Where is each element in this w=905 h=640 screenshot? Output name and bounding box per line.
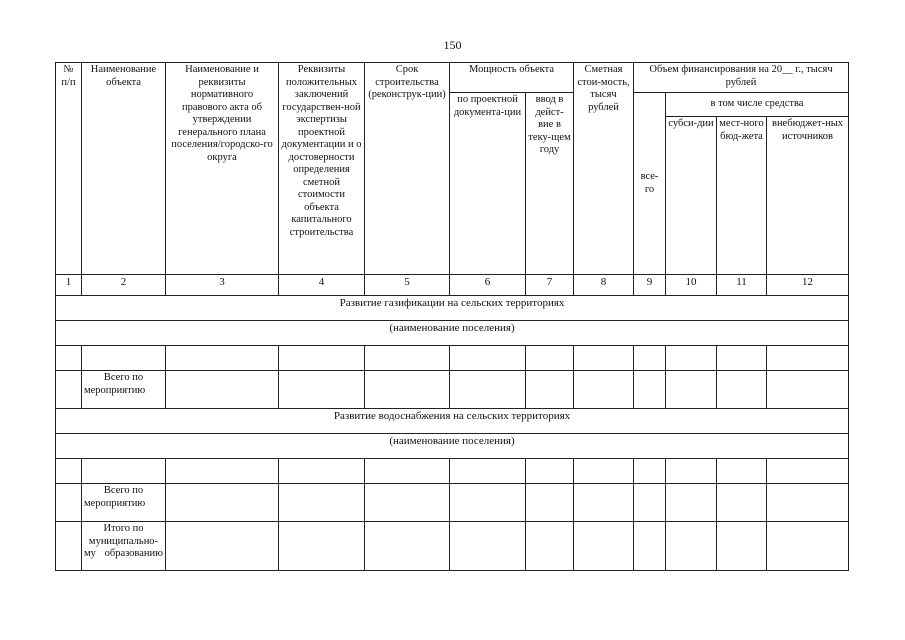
empty-cell (666, 346, 717, 371)
header-expertise: Реквизиты положительных заключений государствен-ной экспертизы проектной документации и о достоверности определения сметной стоимости объекта капитального строительства (279, 63, 365, 275)
column-number: 12 (767, 275, 849, 296)
empty-cell (574, 346, 634, 371)
table-row (56, 459, 849, 484)
table-row (56, 522, 849, 571)
empty-cell (279, 484, 365, 522)
empty-cell (166, 484, 279, 522)
column-number: 6 (450, 275, 526, 296)
empty-cell (717, 522, 767, 571)
empty-cell (666, 484, 717, 522)
empty-cell (634, 346, 666, 371)
header-extrabudgetary: внебюджет-ных источников (767, 117, 849, 275)
empty-cell (450, 371, 526, 409)
empty-cell (666, 459, 717, 484)
total-per-event-label: Всего по мероприятию (82, 371, 166, 409)
column-number: 10 (666, 275, 717, 296)
empty-cell (82, 346, 166, 371)
empty-cell (450, 459, 526, 484)
section-title-gas: Развитие газификации на сельских территориях (56, 296, 849, 321)
empty-cell (634, 522, 666, 571)
empty-cell (767, 484, 849, 522)
empty-cell (365, 484, 450, 522)
empty-cell (365, 346, 450, 371)
column-number: 7 (526, 275, 574, 296)
header-capacity: Мощность объекта (450, 63, 574, 93)
empty-cell (279, 371, 365, 409)
column-number: 9 (634, 275, 666, 296)
column-numbers-row (56, 275, 849, 296)
header-financing: Объем финансирования на 20__ г., тысяч рублей (634, 63, 849, 93)
empty-cell (56, 522, 82, 571)
empty-cell (166, 371, 279, 409)
financing-table (55, 62, 849, 571)
empty-cell (166, 459, 279, 484)
empty-cell (767, 371, 849, 409)
empty-cell (717, 346, 767, 371)
header-legal-act: Наименование и реквизиты нормативного правового акта об утверждении генерального плана поселения/городско-го округа (166, 63, 279, 275)
empty-cell (56, 371, 82, 409)
empty-cell (82, 459, 166, 484)
page-number: 150 (443, 38, 462, 52)
empty-cell (666, 371, 717, 409)
settlement-name-water: (наименование поселения) (56, 434, 849, 459)
section-title-water: Развитие водоснабжения на сельских территориях (56, 409, 849, 434)
column-number: 3 (166, 275, 279, 296)
header-construction-period: Срок строительства (реконструк-ции) (365, 63, 450, 275)
empty-cell (717, 484, 767, 522)
header-subsidies: субси-дии (666, 117, 717, 275)
empty-cell (365, 371, 450, 409)
empty-cell (574, 459, 634, 484)
table-row (56, 346, 849, 371)
empty-cell (166, 522, 279, 571)
empty-cell (634, 371, 666, 409)
empty-cell (56, 346, 82, 371)
empty-cell (56, 459, 82, 484)
settlement-name-gas: (наименование поселения) (56, 321, 849, 346)
empty-cell (717, 371, 767, 409)
empty-cell (767, 346, 849, 371)
header-financing-including: в том числе средства (666, 93, 849, 117)
total-municipality-label: Итого по муниципально-му образованию (82, 522, 166, 571)
empty-cell (526, 484, 574, 522)
empty-cell (450, 346, 526, 371)
empty-cell (574, 522, 634, 571)
column-number: 8 (574, 275, 634, 296)
header-estimated-cost: Сметная стои-мость, тысяч рублей (574, 63, 634, 275)
total-per-event-label: Всего по мероприятию (82, 484, 166, 522)
empty-cell (634, 459, 666, 484)
column-number: 5 (365, 275, 450, 296)
empty-cell (365, 522, 450, 571)
column-number: 2 (82, 275, 166, 296)
table-row (56, 371, 849, 409)
empty-cell (279, 522, 365, 571)
empty-cell (767, 459, 849, 484)
empty-cell (526, 459, 574, 484)
empty-cell (279, 459, 365, 484)
empty-cell (526, 346, 574, 371)
empty-cell (450, 484, 526, 522)
empty-cell (526, 371, 574, 409)
empty-cell (574, 371, 634, 409)
empty-cell (279, 346, 365, 371)
empty-cell (166, 346, 279, 371)
empty-cell (767, 522, 849, 571)
header-capacity-project: по проектной документа-ции (450, 93, 526, 275)
column-number: 4 (279, 275, 365, 296)
empty-cell (526, 522, 574, 571)
header-object-name: Наименование объекта (82, 63, 166, 275)
empty-cell (56, 484, 82, 522)
header-capacity-current: ввод в дейст-вие в теку-щем году (526, 93, 574, 275)
empty-cell (717, 459, 767, 484)
column-number: 11 (717, 275, 767, 296)
empty-cell (574, 484, 634, 522)
column-number: 1 (56, 275, 82, 296)
table-row (56, 484, 849, 522)
empty-cell (450, 522, 526, 571)
empty-cell (634, 484, 666, 522)
header-financing-total: все-го (634, 93, 666, 275)
header-local-budget: мест-ного бюд-жета (717, 117, 767, 275)
header-number: № п/п (56, 63, 82, 275)
empty-cell (666, 522, 717, 571)
empty-cell (365, 459, 450, 484)
